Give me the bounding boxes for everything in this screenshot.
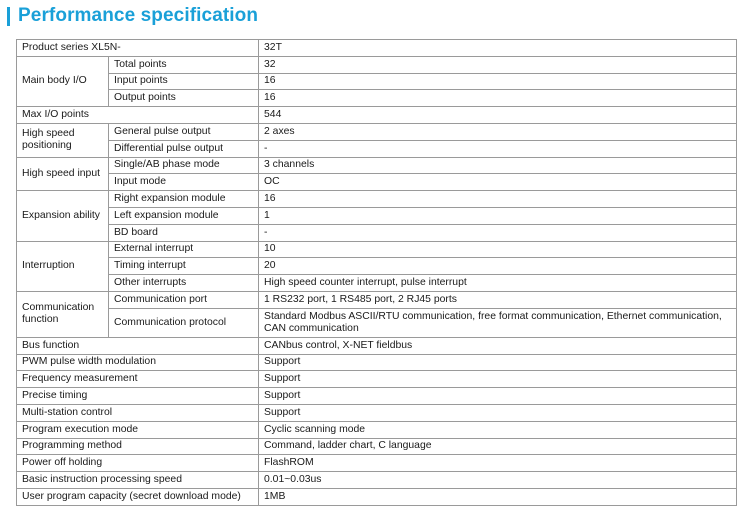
spec-label: PWM pulse width modulation — [17, 354, 259, 371]
spec-label: Program execution mode — [17, 421, 259, 438]
spec-label: Power off holding — [17, 455, 259, 472]
spec-sub-label: Communication protocol — [109, 308, 259, 337]
spec-value: CANbus control, X-NET fieldbus — [259, 337, 737, 354]
spec-value: 1MB — [259, 488, 737, 505]
spec-sub-label: Differential pulse output — [109, 140, 259, 157]
table-row — [17, 421, 737, 438]
spec-value: 10 — [259, 241, 737, 258]
spec-value: Cyclic scanning mode — [259, 421, 737, 438]
spec-sub-label: Right expansion module — [109, 191, 259, 208]
table-row — [17, 337, 737, 354]
spec-value: OC — [259, 174, 737, 191]
spec-value: Support — [259, 371, 737, 388]
spec-sub-label: General pulse output — [109, 123, 259, 140]
table-row — [17, 258, 737, 275]
spec-value: Support — [259, 388, 737, 405]
table-row — [17, 107, 737, 124]
table-row — [17, 40, 737, 57]
spec-sub-label: Other interrupts — [109, 275, 259, 292]
table-row — [17, 56, 737, 73]
spec-value: 16 — [259, 73, 737, 90]
table-row — [17, 224, 737, 241]
spec-value: 32T — [259, 40, 737, 57]
spec-group-label: High speed input — [17, 157, 109, 191]
table-row — [17, 191, 737, 208]
spec-value: 32 — [259, 56, 737, 73]
spec-label: Product series XL5N- — [17, 40, 259, 57]
table-row — [17, 291, 737, 308]
spec-label: Basic instruction processing speed — [17, 472, 259, 489]
spec-group-label: Communication function — [17, 291, 109, 337]
table-row — [17, 207, 737, 224]
spec-value: 3 channels — [259, 157, 737, 174]
spec-value: 2 axes — [259, 123, 737, 140]
spec-value: 544 — [259, 107, 737, 124]
spec-value: 20 — [259, 258, 737, 275]
table-row — [17, 275, 737, 292]
spec-label: Max I/O points — [17, 107, 259, 124]
table-row — [17, 388, 737, 405]
spec-sub-label: Left expansion module — [109, 207, 259, 224]
table-row — [17, 140, 737, 157]
spec-label: Precise timing — [17, 388, 259, 405]
table-row — [17, 241, 737, 258]
spec-sub-label: Timing interrupt — [109, 258, 259, 275]
spec-group-label: Interruption — [17, 241, 109, 291]
table-row — [17, 174, 737, 191]
table-row — [17, 354, 737, 371]
spec-value: - — [259, 140, 737, 157]
spec-sub-label: Communication port — [109, 291, 259, 308]
spec-sub-label: Input points — [109, 73, 259, 90]
spec-value: 1 — [259, 207, 737, 224]
table-row — [17, 308, 737, 337]
spec-label: User program capacity (secret download mode) — [17, 488, 259, 505]
table-row — [17, 157, 737, 174]
spec-sub-label: Single/AB phase mode — [109, 157, 259, 174]
table-row — [17, 73, 737, 90]
spec-sub-label: External interrupt — [109, 241, 259, 258]
spec-value: 0.01~0.03us — [259, 472, 737, 489]
spec-value: 16 — [259, 90, 737, 107]
spec-label: Bus function — [17, 337, 259, 354]
spec-sub-label: Input mode — [109, 174, 259, 191]
spec-value: FlashROM — [259, 455, 737, 472]
spec-value: Support — [259, 404, 737, 421]
spec-value: 16 — [259, 191, 737, 208]
spec-sub-label: BD board — [109, 224, 259, 241]
page-title: Performance specification — [18, 5, 259, 26]
spec-value: Support — [259, 354, 737, 371]
table-row — [17, 90, 737, 107]
spec-label: Programming method — [17, 438, 259, 455]
spec-sub-label: Total points — [109, 56, 259, 73]
table-row — [17, 371, 737, 388]
table-row — [17, 123, 737, 140]
table-row — [17, 488, 737, 505]
table-row — [17, 472, 737, 489]
table-row — [17, 455, 737, 472]
table-row — [17, 438, 737, 455]
spec-value: High speed counter interrupt, pulse interrupt — [259, 275, 737, 292]
performance-spec-table — [16, 39, 737, 506]
spec-group-label: Expansion ability — [17, 191, 109, 241]
page-title-block — [7, 3, 258, 29]
spec-label: Multi-station control — [17, 404, 259, 421]
table-row — [17, 404, 737, 421]
spec-value: - — [259, 224, 737, 241]
title-accent-bar — [7, 7, 10, 26]
spec-label: Frequency measurement — [17, 371, 259, 388]
spec-value: Command, ladder chart, C language — [259, 438, 737, 455]
spec-value: 1 RS232 port, 1 RS485 port, 2 RJ45 ports — [259, 291, 737, 308]
spec-sub-label: Output points — [109, 90, 259, 107]
spec-group-label: Main body I/O — [17, 56, 109, 106]
spec-value: Standard Modbus ASCII/RTU communication, free format communication, Ethernet communication, CAN communication — [259, 308, 737, 337]
spec-group-label: High speed positioning — [17, 123, 109, 157]
